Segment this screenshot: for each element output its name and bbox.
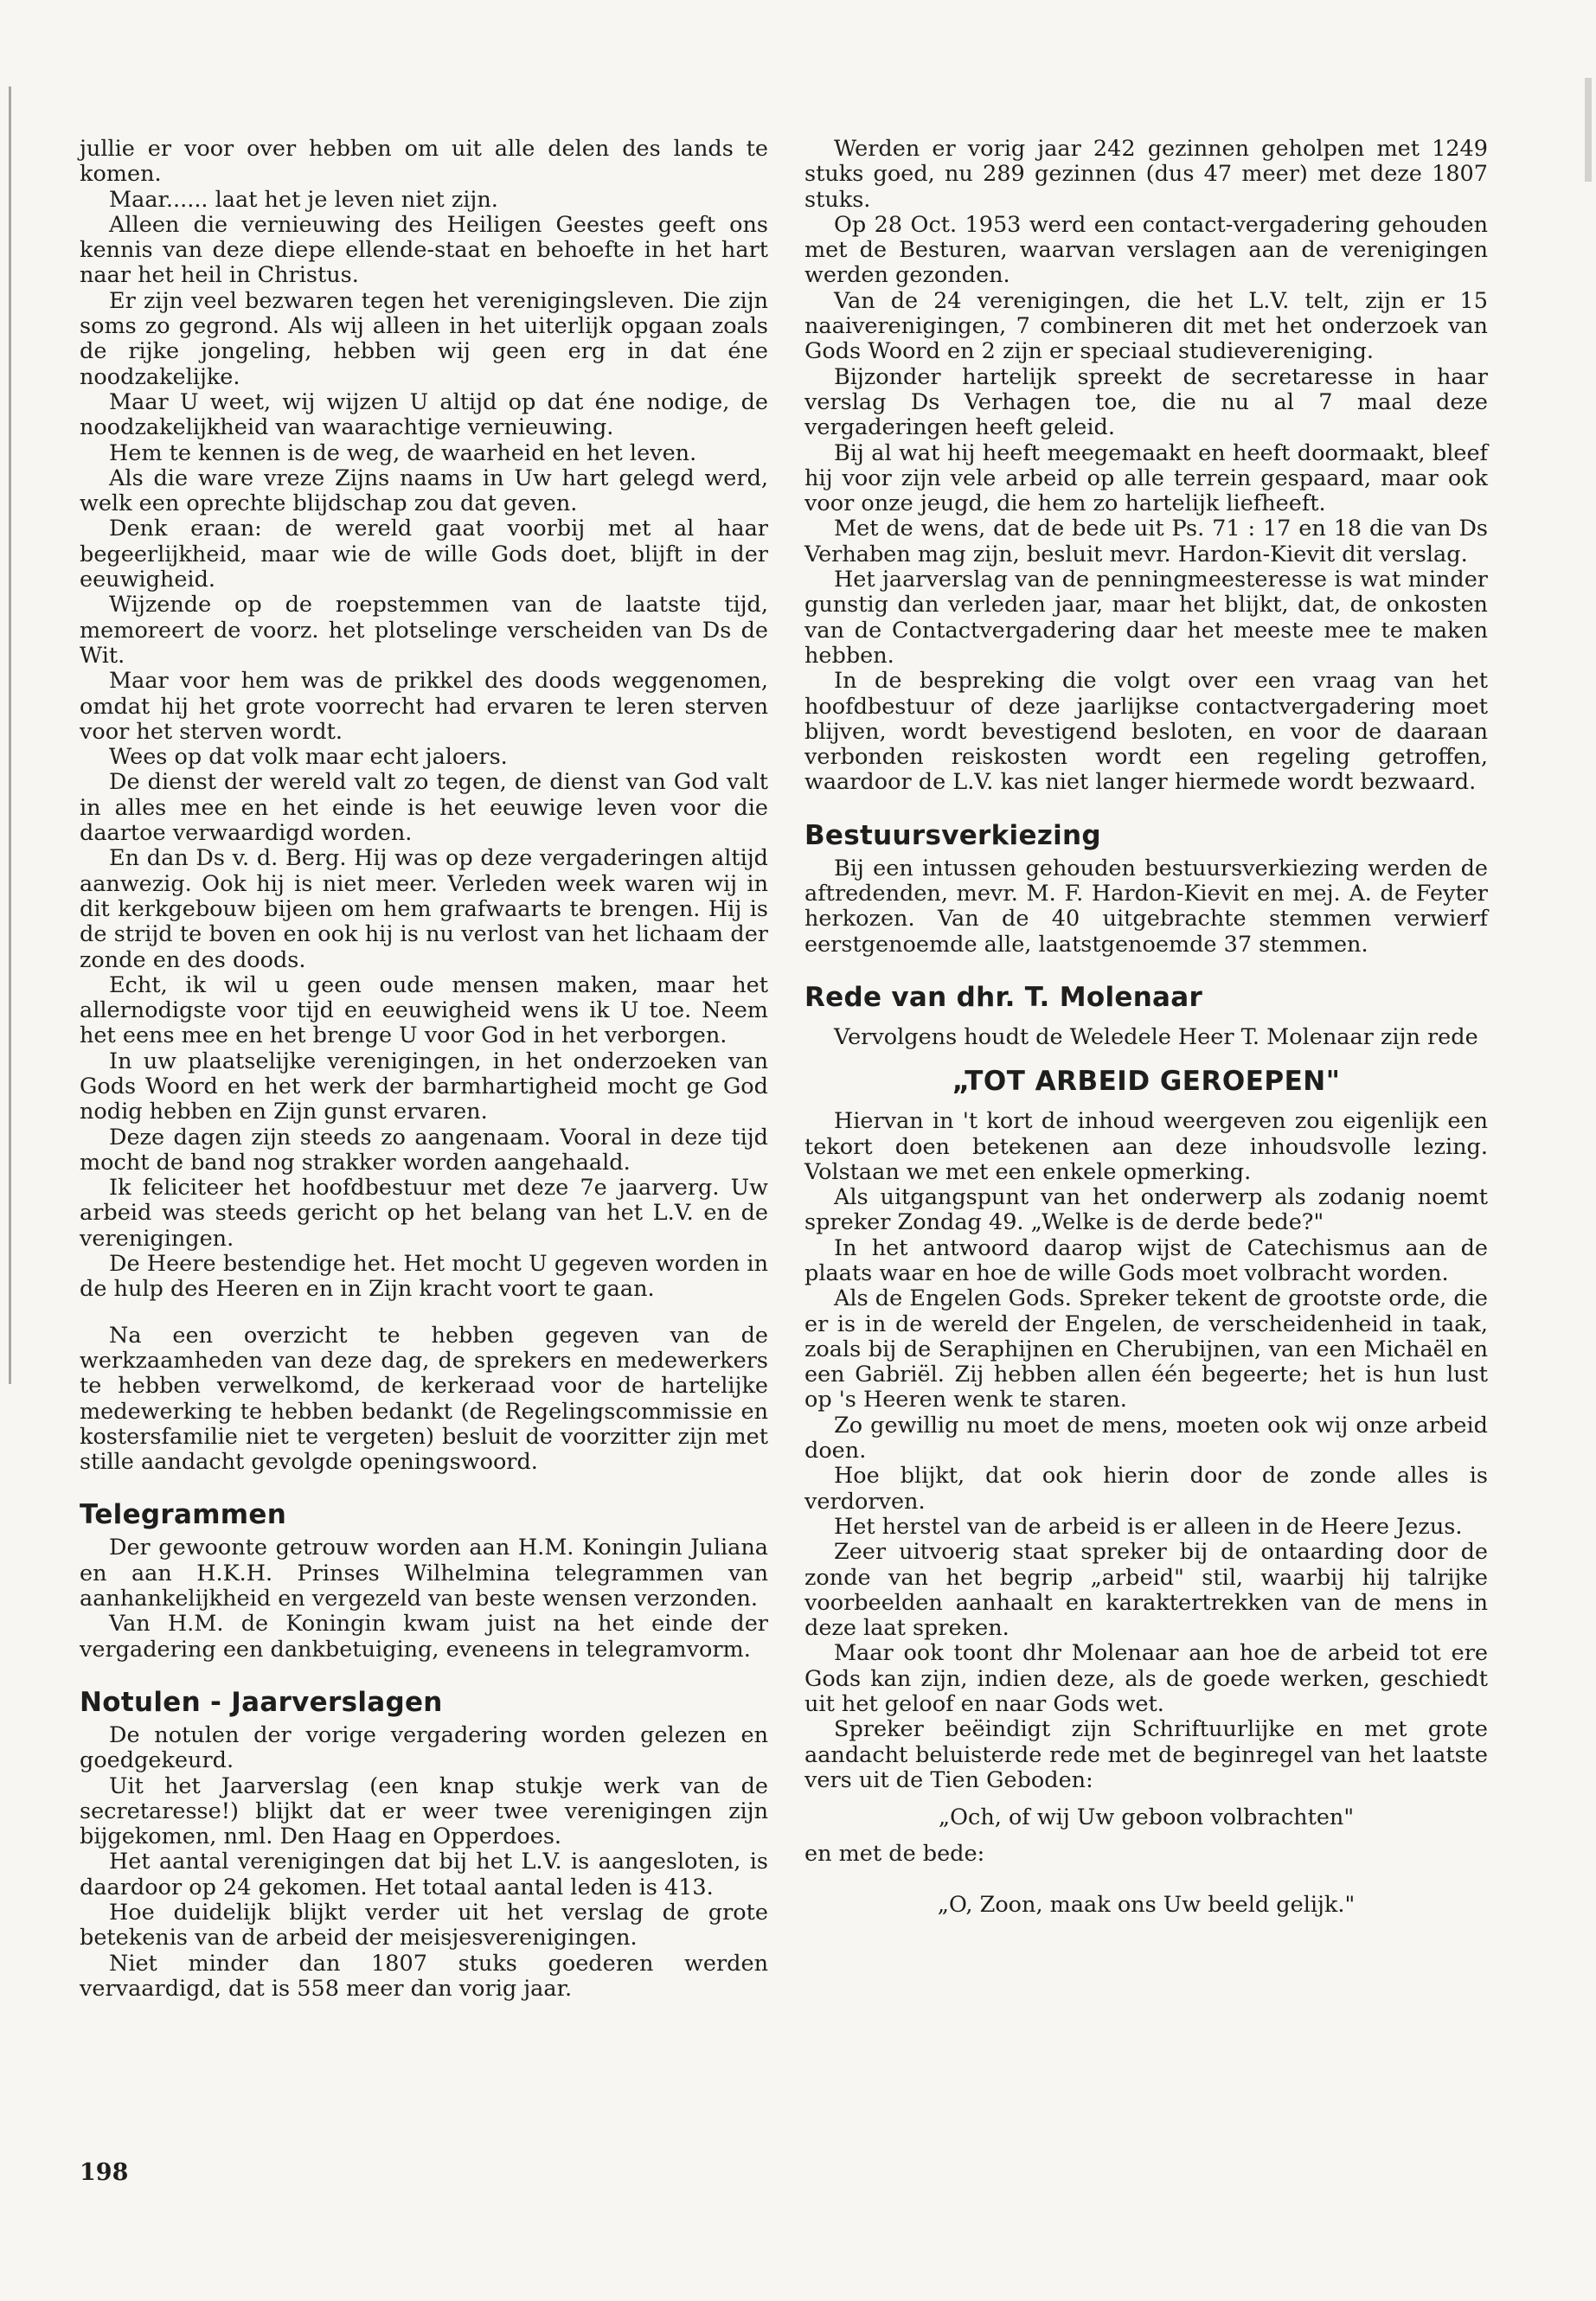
paragraph: In uw plaatselijke verenigingen, in het onderzoeken van Gods Woord en het werk der barmhartigheid mocht ge God nodig hebben en Zijn gunst ervaren.: [80, 1048, 768, 1125]
paragraph: Ik feliciteer het hoofdbestuur met deze 7e jaarverg. Uw arbeid was steeds gericht op het belang van het L.V. en de verenigingen.: [80, 1175, 768, 1252]
paragraph: In het antwoord daarop wijst de Catechismus aan de plaats waar en hoe de wille Gods moet volbracht worden.: [804, 1234, 1488, 1286]
paragraph: Niet minder dan 1807 stuks goederen werden vervaardigd, dat is 558 meer dan vorig jaar.: [80, 1950, 768, 2002]
section-heading-rede: Rede van dhr. T. Molenaar: [804, 981, 1203, 1013]
paragraph: Der gewoonte getrouw worden aan H.M. Koningin Juliana en aan H.K.H. Prinses Wilhelmina telegrammen van aanhankelijkheid en vergezeld van beste wensen verzonden.: [80, 1535, 768, 1612]
section-heading-bestuursverkiezing: Bestuursverkiezing: [804, 819, 1101, 851]
paragraph: Bij een intussen gehouden bestuursverkiezing werden de aftredenden, mevr. M. F. Hardon-Kievit en mej. A. de Feyter herkozen. Van de 40 uitgebrachte stemmen verwierf eerstgenoemde alle, laatstgenoemde 37 stemmen.: [804, 855, 1488, 958]
paragraph: Hoe duidelijk blijkt verder uit het verslag de grote betekenis van de arbeid der meisjesverenigingen.: [80, 1900, 768, 1952]
section-heading-telegrammen: Telegrammen: [80, 1499, 287, 1531]
rede-title: „TOT ARBEID GEROEPEN": [952, 1066, 1341, 1098]
paragraph: De dienst der wereld valt zo tegen, de dienst van God valt in alles mee en het einde is het eeuwige leven voor die daartoe verwaardigd worden.: [80, 769, 768, 847]
paragraph: en met de bede:: [804, 1840, 985, 1867]
paragraph: Zo gewillig nu moet de mens, moeten ook wij onze arbeid doen.: [804, 1412, 1488, 1465]
paragraph: En dan Ds v. d. Berg. Hij was op deze vergaderingen altijd aanwezig. Ook hij is niet meer. Verleden week waren wij in dit kerkgebouw bijeen om hem grafwaarts te brengen. Hij is de strijd te boven en ook hij is nu verlost van het lichaam der zonde en des doods.: [80, 845, 768, 973]
paragraph: Als uitgangspunt van het onderwerp als zodanig noemt spreker Zondag 49. „Welke is de derde bede?": [804, 1184, 1488, 1236]
paragraph: Hoe blijkt, dat ook hierin door de zonde alles is verdorven.: [804, 1463, 1488, 1515]
paragraph: Bij al wat hij heeft meegemaakt en heeft doormaakt, bleef hij voor zijn vele arbeid op alle terrein gespaard, maar ook voor onze jeugd, die hem zo hartelijk liefheeft.: [804, 439, 1488, 517]
paragraph: De Heere bestendige het. Het mocht U gegeven worden in de hulp des Heeren en in Zijn kracht voort te gaan.: [80, 1251, 768, 1303]
section-heading-notulen: Notulen - Jaarverslagen: [80, 1686, 443, 1718]
paragraph: Bijzonder hartelijk spreekt de secretaresse in haar verslag Ds Verhagen toe, die nu al 7 maal deze vergaderingen heeft geleid.: [804, 363, 1488, 441]
paragraph: Wijzende op de roepstemmen van de laatste tijd, memoreert de voorz. het plotselinge verscheiden van Ds de Wit.: [80, 592, 768, 669]
paragraph: Spreker beëindigt zijn Schriftuurlijke en met grote aandacht beluisterde rede met de beginregel van het laatste vers uit de Tien Geboden:: [804, 1716, 1488, 1793]
paragraph: Maar ook toont dhr Molenaar aan hoe de arbeid tot ere Gods kan zijn, indien deze, als de goede werken, geschiedt uit het geloof en naar Gods wet.: [804, 1640, 1488, 1718]
paragraph: Alleen die vernieuwing des Heiligen Geestes geeft ons kennis van deze diepe ellende-staat en behoefte in het hart naar het heil in Christus.: [80, 211, 768, 289]
paragraph: Met de wens, dat de bede uit Ps. 71 : 17 en 18 die van Ds Verhaben mag zijn, besluit mevr. Hardon-Kievit dit verslag.: [804, 516, 1488, 567]
scan-edge-right: [1585, 78, 1592, 182]
closing-paragraph: Na een overzicht te hebben gegeven van de werkzaamheden van deze dag, de sprekers en medewerkers te hebben verwelkomd, de kerkeraad voor de hartelijke medewerking te hebben bedankt (de Regelingscommissie en kostersfamilie niet te vergeten) besluit de voorzitter zijn met stille aandacht gevolgde openingswoord.: [80, 1322, 768, 1476]
paragraph: Van H.M. de Koningin kwam juist na het einde der vergadering een dankbetuiging, eveneens in telegramvorm.: [80, 1611, 768, 1663]
page-number: 198: [80, 2159, 129, 2186]
rede-intro: Vervolgens houdt de Weledele Heer T. Molenaar zijn rede: [834, 1023, 1478, 1050]
paragraph: De notulen der vorige vergadering worden gelezen en goedgekeurd.: [80, 1721, 768, 1774]
paragraph: Maar U weet, wij wijzen U altijd op dat éne nodige, de noodzakelijkheid van waarachtige vernieuwing.: [80, 388, 768, 441]
scan-edge-left: [9, 87, 11, 1384]
paragraph: Van de 24 verenigingen, die het L.V. telt, zijn er 15 naaiverenigingen, 7 combineren dit met het onderzoek van Gods Woord en 2 zijn er speciaal studievereniging.: [804, 287, 1488, 365]
paragraph: Als die ware vreze Zijns naams in Uw hart gelegd werd, welk een oprechte blijdschap zou dat geven.: [80, 465, 768, 517]
quote-line: „Och, of wij Uw geboon volbrachten": [938, 1804, 1355, 1831]
paragraph: Uit het Jaarverslag (een knap stukje werk van de secretaresse!) blijkt dat er weer twee verenigingen zijn bijgekomen, nml. Den Haag en Opperdoes.: [80, 1772, 768, 1850]
right-column: [804, 137, 1488, 1918]
paragraph: In de bespreking die volgt over een vraag van het hoofdbestuur of deze jaarlijkse contactvergadering moet blijven, wordt bevestigend besloten, en voor de daaraan verbonden reiskosten wordt een regeling getroffen, waardoor de L.V. kas niet langer hiermede wordt bezwaard.: [804, 668, 1488, 796]
paragraph: Deze dagen zijn steeds zo aangenaam. Vooral in deze tijd mocht de band nog strakker worden aangehaald.: [80, 1124, 768, 1176]
paragraph: Hem te kennen is de weg, de waarheid en het leven.: [109, 439, 697, 466]
paragraph: Op 28 Oct. 1953 werd een contact-vergadering gehouden met de Besturen, waarvan verslagen aan de verenigingen werden gezonden.: [804, 211, 1488, 289]
paragraph: Hiervan in 't kort de inhoud weergeven zou eigenlijk een tekort doen betekenen aan deze inhoudsvolle lezing. Volstaan we met een enkele opmerking.: [804, 1108, 1488, 1185]
paragraph: Zeer uitvoerig staat spreker bij de ontaarding door de zonde van het begrip „arbeid" stil, waarbij hij talrijke voorbeelden aanhaalt en karaktertrekken van de mens in deze laat spreken.: [804, 1539, 1488, 1642]
paragraph: Maar...... laat het je leven niet zijn.: [109, 186, 498, 213]
quote-line: „O, Zoon, maak ons Uw beeld gelijk.": [937, 1891, 1356, 1918]
paragraph: Het herstel van de arbeid is er alleen in de Heere Jezus.: [834, 1513, 1463, 1540]
paragraph: Werden er vorig jaar 242 gezinnen geholpen met 1249 stuks goed, nu 289 gezinnen (dus 47 meer) met deze 1807 stuks.: [804, 136, 1488, 213]
paragraph: Denk eraan: de wereld gaat voorbij met al haar begeerlijkheid, maar wie de wille Gods doet, blijft in der eeuwigheid.: [80, 516, 768, 593]
paragraph: Het aantal verenigingen dat bij het L.V. is aangesloten, is daardoor op 24 gekomen. Het totaal aantal leden is 413.: [80, 1849, 768, 1900]
paragraph: jullie er voor over hebben om uit alle delen des lands te komen.: [80, 136, 768, 188]
paragraph: Echt, ik wil u geen oude mensen maken, maar het allernodigste voor tijd en eeuwigheid wens ik U toe. Neem het eens mee en het brenge U voor God in het verborgen.: [80, 971, 768, 1049]
left-column: [80, 137, 768, 2002]
paragraph: Er zijn veel bezwaren tegen het verenigingsleven. Die zijn soms zo gegrond. Als wij alleen in het uiterlijk opgaan zoals de rijke jongeling, hebben wij geen erg in dat éne noodzakelijke.: [80, 287, 768, 390]
paragraph: Maar voor hem was de prikkel des doods weggenomen, omdat hij het grote voorrecht had ervaren te leren sterven voor het sterven wordt.: [80, 668, 768, 745]
paragraph: Wees op dat volk maar echt jaloers.: [109, 744, 508, 771]
paragraph: Het jaarverslag van de penningmeesteresse is wat minder gunstig dan verleden jaar, maar het blijkt, dat, de onkosten van de Contactvergadering daar het meeste mee te maken hebben.: [804, 567, 1488, 669]
paragraph: Als de Engelen Gods. Spreker tekent de grootste orde, die er is in de wereld der Engelen, de verscheidenheid in taak, zoals bij de Seraphijnen en Cherubijnen, van een Michaël en een Gabriël. Zij hebben allen één begeerte; het is hun lust op 's Heeren wenk te staren.: [804, 1285, 1488, 1413]
